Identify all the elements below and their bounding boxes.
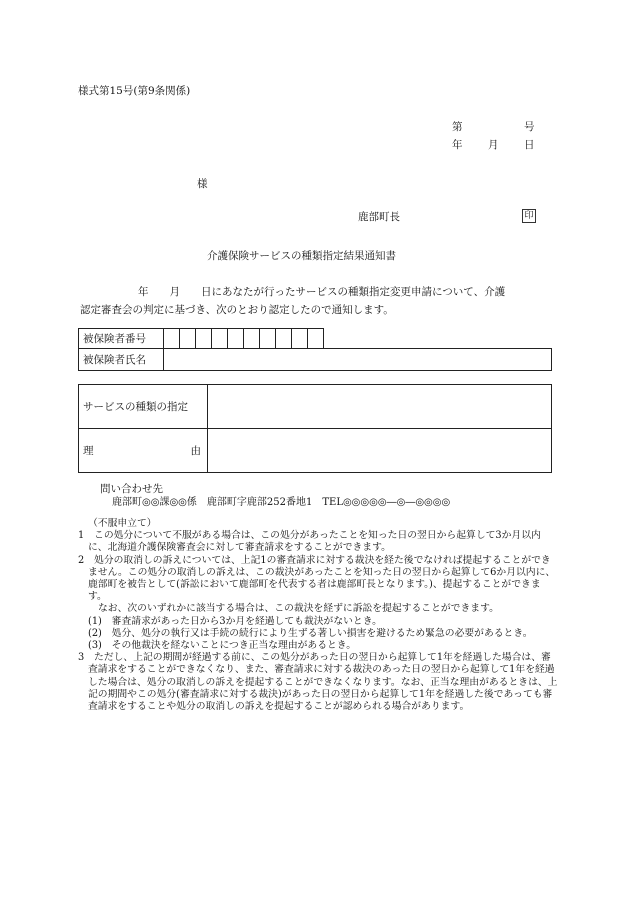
objection-paragraph-2b: なお、次のいずれかに該当する場合は、この裁決を経ずに訴訟を提起することができます。	[98, 603, 499, 615]
digit-cell	[276, 329, 292, 349]
digit-cell	[308, 329, 324, 349]
insured-table	[78, 328, 552, 371]
digit-cell	[196, 329, 212, 349]
number-suffix: 号	[524, 121, 535, 133]
service-table	[78, 384, 552, 473]
digit-cell	[180, 329, 196, 349]
objection-paragraph-2: 2 処分の取消しの訴えについては、上記1の審査請求に対する裁決を経た後でなければ提起することができません。この処分の取消しの訴えは、この裁決があったことを知った日の翌日から起算して6か月以内に、鹿部町を被告として(訴訟において鹿部町を代表する者は鹿部町長となります。)、提起することができます。	[78, 554, 556, 603]
objection-notes	[78, 518, 558, 713]
date-day: 日	[524, 139, 535, 151]
digit-cell	[228, 329, 244, 349]
objection-heading: （不服申立て）	[88, 518, 157, 529]
reason-label	[79, 429, 208, 473]
contact-detail: 鹿部町◎◎課◎◎係 鹿部町字鹿部252番地1 TEL◎◎◎◎◎―◎―◎◎◎◎	[112, 497, 451, 508]
document-title: 介護保険サービスの種類指定結果通知書	[207, 250, 396, 262]
objection-item-3: (3) その他裁決を経ないことにつき正当な理由があるとき。	[88, 640, 357, 652]
issuer: 鹿部町長	[358, 211, 400, 223]
date-month: 月	[488, 139, 499, 151]
objection-item-2: (2) 処分、処分の執行又は手続の続行により生ずる著しい損害を避けるため緊急の必要があるとき。	[88, 627, 533, 639]
insured-number-label: 被保険者番号	[79, 329, 164, 349]
digit-cell	[260, 329, 276, 349]
date-year: 年	[452, 139, 463, 151]
digit-cell	[164, 329, 180, 349]
digit-cell	[212, 329, 228, 349]
objection-paragraph-3: 3 ただし、上記の期間が経過する前に、この処分があった日の翌日から起算して1年を経過した場合は、審査請求をすることができなくなり、また、審査請求に対する裁決のあった日の翌日から起算して1年を経過した場合は、処分の取消しの訴えを提起することができなくなります。なお、正当な理由があるときは、上記の期間やこの処分(審査請求に対する裁決)があった日の翌日から起算して1年を経過した後であっても審査請求をすることや処分の取消しの訴えを提起することが認められる場合があります。	[78, 652, 558, 713]
digit-cell	[292, 329, 308, 349]
body-line-2: 認定審査会の判定に基づき、次のとおり認定したので通知します。	[80, 304, 394, 316]
service-type-value	[208, 385, 552, 429]
seal-mark: 印	[522, 209, 536, 223]
reason-label-b: 由	[190, 445, 201, 457]
reason-value	[208, 429, 552, 473]
service-type-label: サービスの種類の指定	[79, 385, 208, 429]
body-line-1: 年 月 日にあなたが行ったサービスの種類指定変更申請について、介護	[138, 286, 506, 298]
form-id: 様式第15号(第9条関係)	[78, 85, 191, 97]
objection-item-1: (1) 審査請求があった日から3か月を経過しても裁決がないとき。	[88, 615, 382, 627]
reason-label-a: 理	[83, 445, 94, 457]
recipient-suffix: 様	[197, 178, 208, 190]
digit-cell	[244, 329, 260, 349]
objection-paragraph-1: 1 この処分について不服がある場合は、この処分があったことを知った日の翌日から起算して3か月以内に、北海道介護保険審査会に対して審査請求をすることができます。	[78, 530, 541, 554]
insured-name-label: 被保険者氏名	[79, 349, 164, 371]
contact-heading: 問い合わせ先	[100, 483, 163, 495]
number-prefix: 第	[452, 121, 463, 133]
insured-name-value	[164, 349, 552, 371]
